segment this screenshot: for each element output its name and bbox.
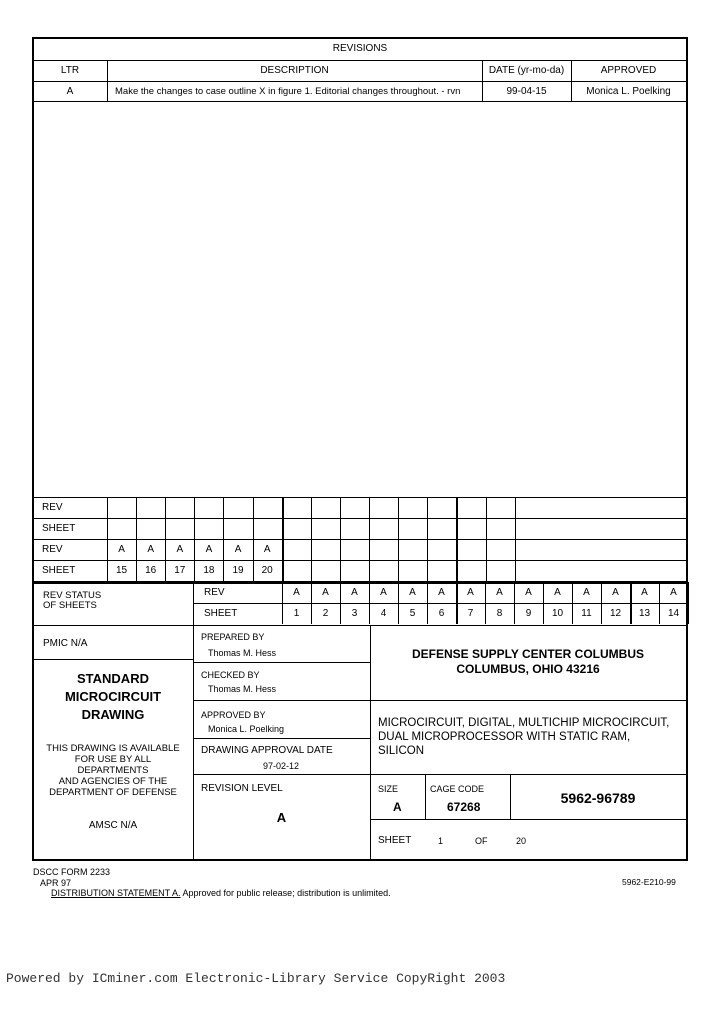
checked-by-label: CHECKED BY bbox=[201, 670, 260, 680]
status-cell: 16 bbox=[145, 565, 157, 576]
rev-status-label: REV STATUS OF SHEETS bbox=[43, 590, 102, 611]
rev-col-approved-header: APPROVED bbox=[600, 65, 657, 76]
divider bbox=[33, 101, 686, 102]
rev-status-rev-cell: A bbox=[496, 587, 503, 598]
rev-status-rev-cell: A bbox=[322, 587, 329, 598]
checked-by-value: Thomas M. Hess bbox=[208, 684, 277, 694]
approved-by-value: Monica L. Poelking bbox=[208, 724, 285, 734]
size-value: A bbox=[393, 800, 402, 814]
drawing-description: MICROCIRCUIT, DIGITAL, MULTICHIP MICROCIRCUIT, DUAL MICROPROCESSOR WITH STATIC RAM, SILICON bbox=[378, 717, 670, 757]
divider bbox=[193, 774, 686, 775]
rev-status-sheet-cell: 13 bbox=[638, 608, 651, 619]
pmic-label: PMIC N/A bbox=[43, 638, 88, 649]
size-label: SIZE bbox=[378, 784, 399, 794]
prepared-by-value: Thomas M. Hess bbox=[208, 648, 277, 658]
rev-status-sheet-cell: 14 bbox=[667, 608, 680, 619]
agency-name: DEFENSE SUPPLY CENTER COLUMBUS COLUMBUS, OHIO 43216 bbox=[411, 647, 645, 676]
rev-status-sheet-label: SHEET bbox=[204, 608, 238, 619]
status-row-label: SHEET bbox=[42, 523, 76, 534]
rev-status-rev-cell: A bbox=[409, 587, 416, 598]
grid-line bbox=[515, 497, 516, 581]
status-row-label: SHEET bbox=[42, 565, 76, 576]
rev-status-sheet-cell: 8 bbox=[496, 608, 503, 619]
form-number: DSCC FORM 2233 bbox=[33, 867, 111, 877]
rev-status-rev-cell: A bbox=[351, 587, 358, 598]
sheet-total: 20 bbox=[516, 836, 527, 846]
divider bbox=[33, 81, 686, 82]
cage-code-label: CAGE CODE bbox=[430, 784, 485, 794]
approved-by-label: APPROVED BY bbox=[201, 710, 266, 720]
grid-line bbox=[340, 497, 341, 581]
rev-status-rev-cell: A bbox=[380, 587, 387, 598]
rev-status-sheet-cell: 3 bbox=[351, 608, 358, 619]
rev-status-sheet-cell: 10 bbox=[551, 608, 564, 619]
revisions-title: REVISIONS bbox=[332, 43, 388, 54]
sheet-label: SHEET bbox=[378, 835, 412, 846]
grid-line bbox=[193, 603, 686, 604]
of-label: OF bbox=[475, 836, 488, 846]
status-cell: 17 bbox=[174, 565, 186, 576]
grid-line bbox=[369, 497, 370, 581]
approval-date-label: DRAWING APPROVAL DATE bbox=[201, 745, 333, 756]
divider bbox=[370, 819, 686, 820]
rev-row-description: Make the changes to case outline X in figure 1. Editorial changes throughout. - rvn bbox=[115, 86, 461, 97]
status-row-label: REV bbox=[42, 544, 63, 555]
prepared-by-label: PREPARED BY bbox=[201, 632, 265, 642]
distribution-text: Approved for public release; distribution is unlimited. bbox=[180, 888, 391, 898]
rev-row-date: 99-04-15 bbox=[506, 86, 547, 97]
revision-level-label: REVISION LEVEL bbox=[201, 783, 283, 794]
status-cell: 15 bbox=[115, 565, 128, 576]
rev-status-sheet-cell: 11 bbox=[581, 608, 592, 619]
divider bbox=[193, 662, 370, 663]
grid-line bbox=[398, 497, 399, 581]
status-cell: A bbox=[118, 544, 125, 555]
rev-status-sheet-cell: 7 bbox=[467, 608, 474, 619]
divider bbox=[33, 625, 686, 626]
grid-line bbox=[456, 497, 458, 581]
status-cell: A bbox=[147, 544, 154, 555]
rev-status-sheet-cell: 1 bbox=[293, 608, 300, 619]
grid-line bbox=[33, 539, 686, 540]
rev-status-rev-cell: A bbox=[525, 587, 532, 598]
status-cell: A bbox=[234, 544, 242, 555]
rev-status-sheet-cell: 9 bbox=[525, 608, 532, 619]
grid-line bbox=[33, 560, 686, 561]
standard-drawing-title: STANDARD MICROCIRCUIT DRAWING bbox=[64, 671, 162, 722]
rev-col-description-header: DESCRIPTION bbox=[260, 65, 329, 76]
rev-row-approved: Monica L. Poelking bbox=[586, 86, 671, 97]
rev-status-rev-cell: A bbox=[670, 587, 677, 598]
distribution-statement bbox=[51, 887, 391, 899]
rev-status-sheet-cell: 4 bbox=[380, 608, 387, 619]
rev-row-ltr: A bbox=[66, 86, 74, 97]
rev-col-date-header: DATE (yr-mo-da) bbox=[488, 65, 565, 76]
rev-status-sheet-cell: 5 bbox=[409, 608, 416, 619]
distribution-label: DISTRIBUTION STATEMENT A. bbox=[51, 888, 181, 898]
rev-status-rev-cell: A bbox=[293, 587, 300, 598]
form-date: APR 97 bbox=[40, 878, 72, 888]
divider bbox=[193, 738, 370, 739]
rev-status-rev-cell: A bbox=[554, 587, 561, 598]
rev-status-rev-cell: A bbox=[612, 587, 619, 598]
drawing-number: 5962-96789 bbox=[560, 790, 636, 806]
rev-status-rev-cell: A bbox=[467, 587, 474, 598]
status-cell: 20 bbox=[261, 565, 273, 576]
powered-by-footer: Powered by ICminer.com Electronic-Library Service CopyRight 2003 bbox=[6, 971, 506, 986]
document-code: 5962-E210-99 bbox=[622, 877, 676, 887]
status-cell: 18 bbox=[203, 565, 215, 576]
rev-status-sheet-cell: 6 bbox=[438, 608, 445, 619]
status-cell: A bbox=[176, 544, 184, 555]
sheet-number: 1 bbox=[438, 836, 444, 846]
availability-statement: THIS DRAWING IS AVAILABLE FOR USE BY ALL DEPARTMENTS AND AGENCIES OF THE DEPARTMENT OF DEFENSE bbox=[46, 743, 180, 798]
divider bbox=[193, 700, 686, 701]
status-row-label: REV bbox=[42, 502, 63, 513]
status-cell: A bbox=[263, 544, 271, 555]
grid-line bbox=[33, 582, 686, 584]
grid-line bbox=[282, 497, 284, 581]
status-cell: A bbox=[205, 544, 213, 555]
grid-line bbox=[33, 497, 686, 498]
grid-line bbox=[427, 497, 428, 581]
revision-level-value: A bbox=[276, 810, 287, 825]
rev-status-sheet-cell: 12 bbox=[609, 608, 622, 619]
status-cell: 19 bbox=[232, 565, 244, 576]
approval-date-value: 97-02-12 bbox=[263, 761, 300, 771]
rev-status-sheet-cell: 2 bbox=[322, 608, 329, 619]
rev-status-rev-cell: A bbox=[641, 587, 648, 598]
grid-line bbox=[486, 497, 487, 581]
grid-line bbox=[311, 497, 312, 581]
divider bbox=[425, 774, 426, 819]
rev-status-rev-cell: A bbox=[438, 587, 445, 598]
cage-code-value: 67268 bbox=[447, 800, 481, 814]
grid-line bbox=[688, 582, 689, 624]
amsc-label: AMSC N/A bbox=[88, 820, 138, 831]
grid-line bbox=[33, 518, 686, 519]
rev-col-ltr-header: LTR bbox=[60, 65, 80, 76]
rev-status-rev-label: REV bbox=[204, 587, 225, 598]
divider bbox=[33, 659, 193, 660]
rev-status-rev-cell: A bbox=[583, 587, 590, 598]
divider bbox=[33, 60, 686, 61]
